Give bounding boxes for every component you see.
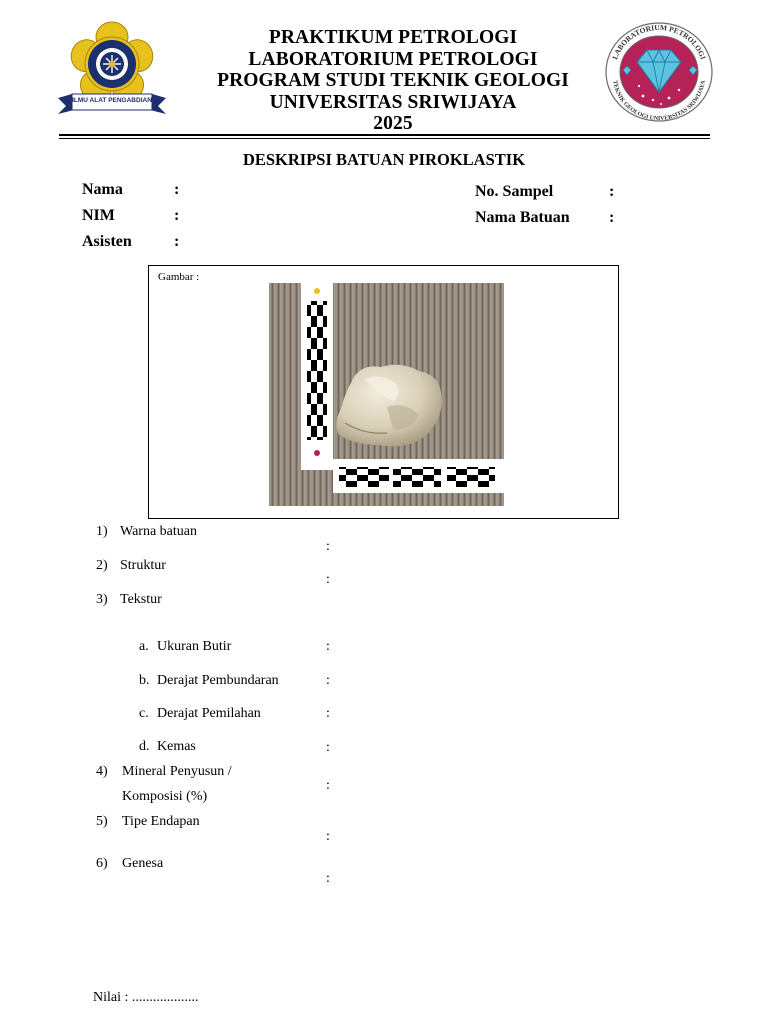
item-1-number: 1) <box>96 524 108 539</box>
field-colon-no-sampel: : <box>609 183 615 200</box>
header-line-program-studi: PROGRAM STUDI TEKNIK GEOLOGI <box>217 70 569 91</box>
field-colon-nim: : <box>174 207 180 224</box>
item-2-colon: : <box>326 572 330 587</box>
rock-sample-photo <box>269 283 504 506</box>
field-colon-asisten: : <box>174 233 180 250</box>
item-3b-letter: b. <box>139 673 150 688</box>
field-colon-nama: : <box>174 181 180 198</box>
svg-text:TEKNIK GEOLOGI UNIVERSITAS SRI: TEKNIK GEOLOGI UNIVERSITAS SRIWIJAYA <box>611 80 707 123</box>
header-divider-thick <box>59 134 710 136</box>
document-header <box>200 27 586 135</box>
header-line-universitas: UNIVERSITAS SRIWIJAYA <box>269 91 517 113</box>
item-4-colon: : <box>326 778 330 793</box>
item-4-number: 4) <box>96 764 108 779</box>
item-3a-letter: a. <box>139 639 149 654</box>
header-line-year: 2025 <box>373 113 413 134</box>
item-4-label: Mineral Penyusun / <box>122 764 232 779</box>
field-label-nama: Nama <box>82 181 123 198</box>
item-3a-colon: : <box>326 639 330 654</box>
item-3d-colon: : <box>326 740 330 755</box>
item-2-label: Struktur <box>120 558 166 573</box>
item-6-number: 6) <box>96 856 108 871</box>
score-field: Nilai : ................... <box>93 990 199 1005</box>
item-1-label: Warna batuan <box>120 524 197 539</box>
item-6-label: Genesa <box>122 856 164 871</box>
item-5-label: Tipe Endapan <box>122 814 200 829</box>
item-3-label: Tekstur <box>120 592 162 607</box>
diamond-lab-logo-icon <box>603 20 715 124</box>
item-3c-colon: : <box>326 706 330 721</box>
item-3b-colon: : <box>326 673 330 688</box>
item-3-number: 3) <box>96 592 108 607</box>
item-3c-letter: c. <box>139 706 149 721</box>
field-colon-nama-batuan: : <box>609 209 615 226</box>
item-3d-label: Kemas <box>157 739 196 754</box>
emblem-banner-text: ILMU ALAT PENGABDIAN <box>72 97 152 104</box>
item-5-colon: : <box>326 829 330 844</box>
item-5-number: 5) <box>96 814 108 829</box>
item-2-number: 2) <box>96 558 108 573</box>
header-line-laboratorium: LABORATORIUM PETROLOGI <box>248 48 538 70</box>
item-1-colon: : <box>326 539 330 554</box>
svg-text:LABORATORIUM PETROLOGI: LABORATORIUM PETROLOGI <box>610 22 708 61</box>
field-label-nim: NIM <box>82 207 115 224</box>
header-divider-thin <box>59 138 710 139</box>
university-emblem-icon <box>54 20 170 122</box>
item-3d-letter: d. <box>139 739 150 754</box>
item-3b-label: Derajat Pembundaran <box>157 673 279 688</box>
picture-label: Gambar : <box>158 271 200 283</box>
field-label-nama-batuan: Nama Batuan <box>475 209 570 226</box>
item-4-label-line2: Komposisi (%) <box>122 789 208 804</box>
field-label-asisten: Asisten <box>82 233 132 250</box>
item-3c-label: Derajat Pemilahan <box>157 706 261 721</box>
document-subtitle: DESKRIPSI BATUAN PIROKLASTIK <box>242 150 526 169</box>
field-label-no-sampel: No. Sampel <box>475 183 554 200</box>
item-6-colon: : <box>326 871 330 886</box>
item-3a-label: Ukuran Butir <box>157 639 232 654</box>
header-line-praktikum: PRAKTIKUM PETROLOGI <box>268 27 518 48</box>
